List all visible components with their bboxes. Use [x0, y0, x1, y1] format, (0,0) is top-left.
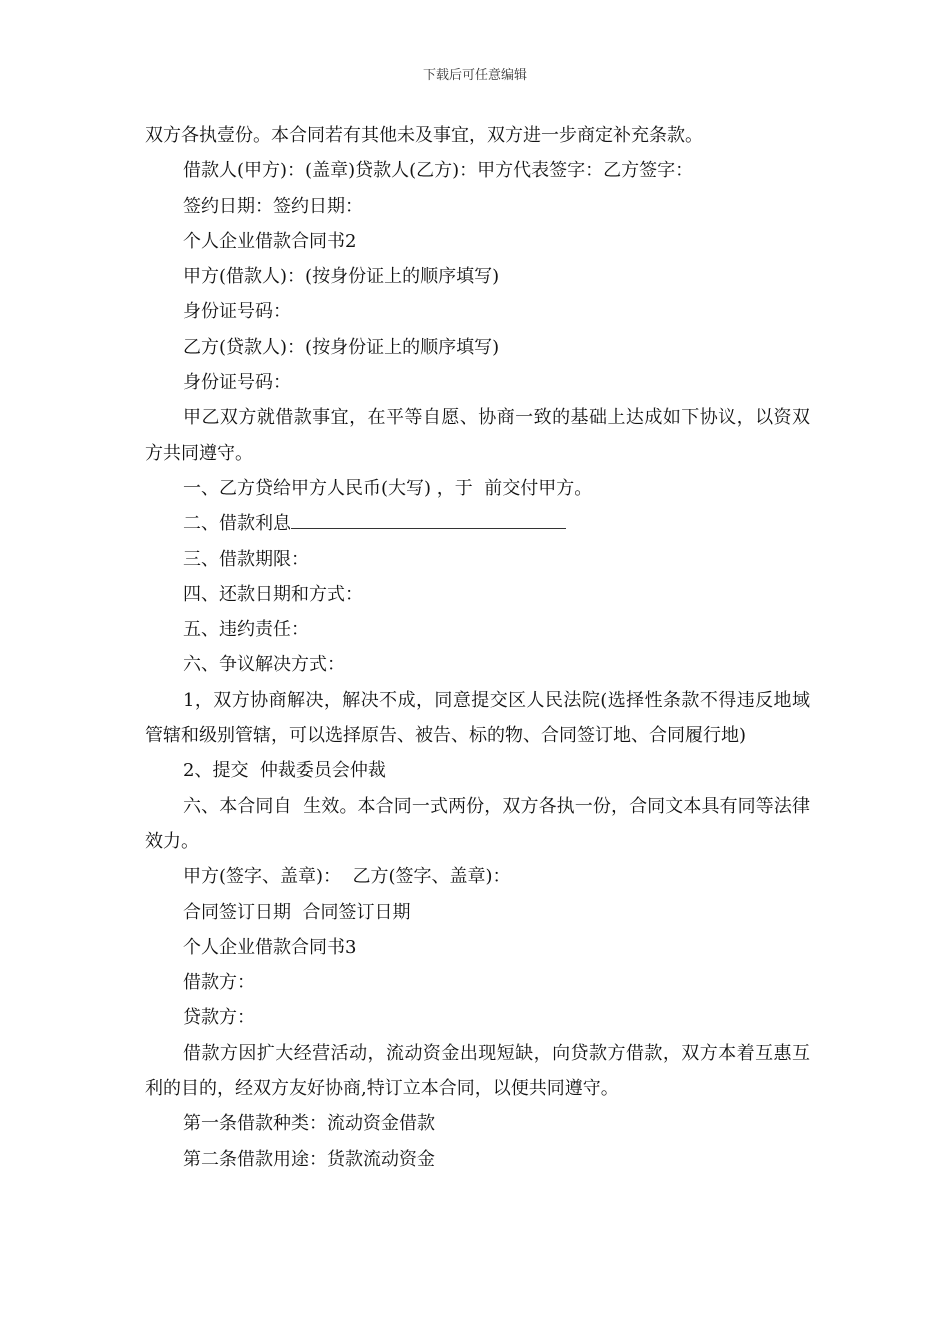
paragraph: 身份证号码：	[183, 372, 291, 394]
section-heading: 个人企业借款合同书2	[183, 230, 357, 252]
paragraph: 甲方(借款人)：(按身份证上的顺序填写)	[183, 266, 500, 288]
paragraph: 1，双方协商解决，解决不成，同意提交区人民法院(选择性条款不得违反地域管辖和级别管辖，可以选择原告、被告、标的物、合同签订地、合同履行地)	[145, 689, 810, 747]
paragraph: 2、提交 仲裁委员会仲裁	[183, 760, 386, 782]
paragraph: 四、还款日期和方式：	[183, 583, 363, 605]
paragraph: 甲乙双方就借款事宜，在平等自愿、协商一致的基础上达成如下协议，以资双方共同遵守。	[145, 407, 810, 464]
paragraph: 五、违约责任：	[183, 619, 309, 641]
paragraph: 六、争议解决方式：	[183, 654, 345, 676]
paragraph: 借款方因扩大经营活动，流动资金出现短缺，向贷款方借款，双方本着互惠互利的目的，经双方友好协商,特订立本合同，以便共同遵守。	[145, 1042, 810, 1100]
paragraph: 第二条借款用途：货款流动资金	[183, 1148, 435, 1170]
paragraph-text: 二、借款利息	[183, 513, 291, 535]
section-heading: 个人企业借款合同书3	[183, 936, 357, 958]
paragraph: 乙方(贷款人)：(按身份证上的顺序填写)	[183, 336, 500, 358]
paragraph: 贷款方：	[183, 1007, 255, 1029]
paragraph-with-blank	[145, 506, 810, 541]
paragraph: 身份证号码：	[183, 301, 291, 323]
fill-in-blank	[291, 506, 566, 529]
paragraph: 双方各执壹份。本合同若有其他未及事宜，双方进一步商定补充条款。	[145, 125, 703, 146]
paragraph: 第一条借款种类：流动资金借款	[183, 1113, 435, 1135]
paragraph: 签约日期：签约日期：	[183, 195, 363, 217]
paragraph: 借款人(甲方)：(盖章)贷款人(乙方)：甲方代表签字：乙方签字：	[183, 160, 694, 182]
paragraph: 三、借款期限：	[183, 548, 309, 570]
paragraph: 一、乙方贷给甲方人民币(大写) ，于 前交付甲方。	[183, 477, 593, 499]
paragraph: 借款方：	[183, 972, 255, 994]
paragraph: 六、本合同自 生效。本合同一式两份，双方各执一份，合同文本具有同等法律效力。	[145, 795, 810, 852]
page-header: 下载后可任意编辑	[422, 68, 527, 83]
paragraph: 合同签订日期 合同签订日期	[183, 901, 411, 923]
paragraph: 甲方(签字、盖章)： 乙方(签字、盖章)：	[183, 866, 511, 888]
document-body	[145, 118, 810, 1177]
